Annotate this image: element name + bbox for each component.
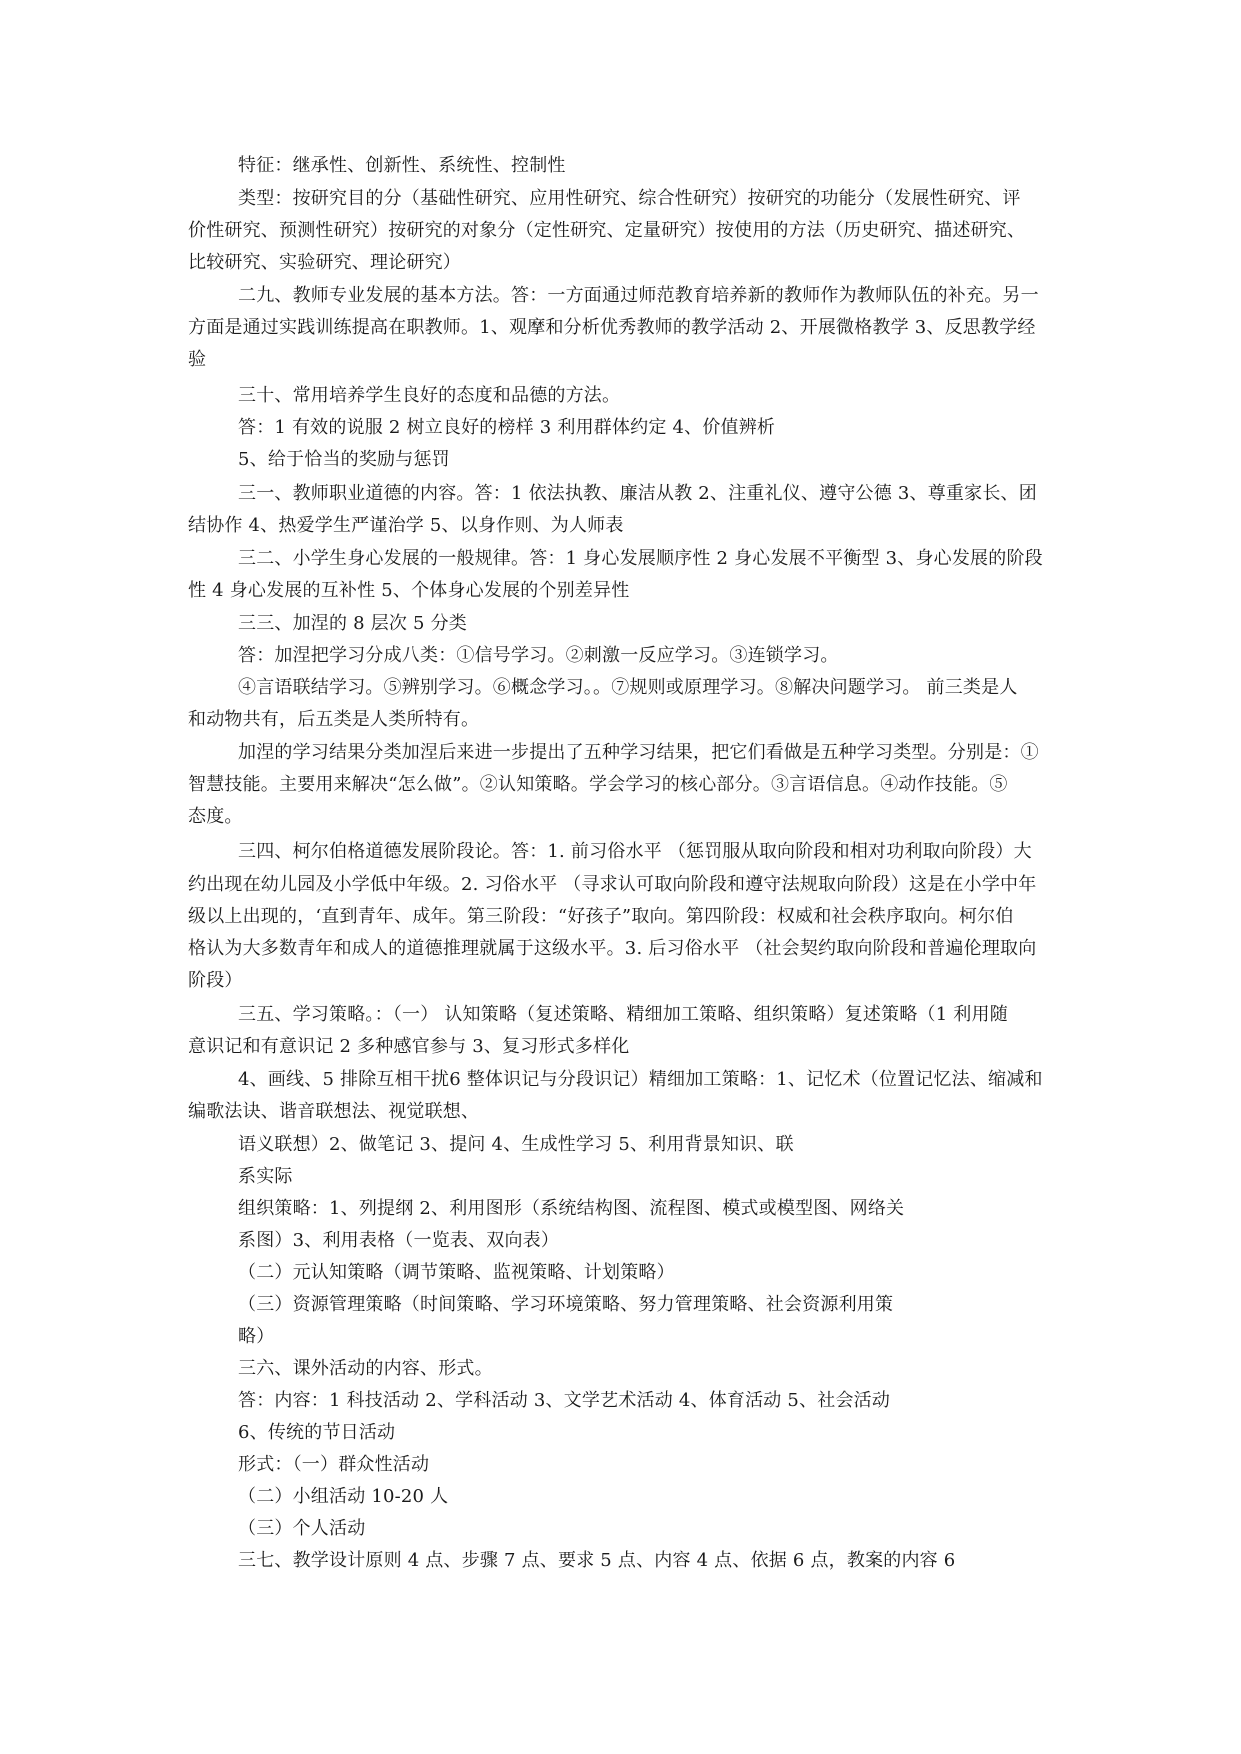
text-line: 意识记和有意识记 2 多种感官参与 3、复习形式多样化	[188, 1036, 630, 1057]
text-line: 三六、课外活动的内容、形式。	[238, 1358, 493, 1379]
text-line: 特征：继承性、创新性、系统性、控制性	[238, 155, 566, 176]
text-line: 验	[188, 349, 207, 370]
text-line: （二）元认知策略（调节策略、监视策略、计划策略）	[238, 1262, 675, 1283]
text-line: 三四、柯尔伯格道德发展阶段论。答：1. 前习俗水平 （惩罚服从取向阶段和相对功利取向阶段）大	[238, 841, 1032, 862]
text-line: 三三、加涅的 8 层次 5 分类	[238, 613, 467, 634]
text-line: 格认为大多数青年和成人的道德推理就属于这级水平。3. 后习俗水平 （社会契约取向阶段和普遍伦理取向	[188, 938, 1037, 959]
text-line: 6、传统的节日活动	[238, 1422, 396, 1443]
text-line: 结协作 4、热爱学生严谨治学 5、以身作则、为人师表	[188, 515, 624, 536]
text-line: 答：加涅把学习分成八类：①信号学习。②刺激一反应学习。③连锁学习。	[238, 645, 839, 666]
text-line: 4、画线、5 排除互相干扰6 整体识记与分段识记）精细加工策略：1、记忆术（位置记忆法、缩减和	[238, 1069, 1043, 1090]
text-line: 比较研究、实验研究、理论研究）	[188, 252, 461, 273]
text-line: 三一、教师职业道德的内容。答：1 依法执教、廉洁从教 2、注重礼仪、遵守公德 3、尊重家长、团	[238, 483, 1037, 504]
text-line: 三五、学习策略。：（一） 认知策略（复述策略、精细加工策略、组织策略）复述策略（1 利用随	[238, 1004, 1008, 1025]
text-line: 性 4 身心发展的互补性 5、个体身心发展的个别差异性	[188, 580, 630, 601]
text-line: 方面是通过实践训练提高在职教师。1、观摩和分析优秀教师的教学活动 2、开展微格教学 3、反思教学经	[188, 317, 1036, 338]
text-line: 类型：按研究目的分（基础性研究、应用性研究、综合性研究）按研究的功能分（发展性研究、评	[238, 188, 1021, 209]
text-line: 级以上出现的，‘直到青年、成年。第三阶段：“好孩子”取向。第四阶段：权威和社会秩序取向。柯尔伯	[188, 906, 1014, 927]
text-line: 系图）3、利用表格（一览表、双向表）	[238, 1230, 560, 1251]
text-line: 约出现在幼儿园及小学低中年级。2. 习俗水平 （寻求认可取向阶段和遵守法规取向阶段）这是在小学中年	[188, 874, 1037, 895]
text-line: 略）	[238, 1326, 275, 1347]
text-line: 阶段）	[188, 970, 243, 991]
text-line: ④言语联结学习。⑤辨别学习。⑥概念学习。。⑦规则或原理学习。⑧解决问题学习。 前三类是人	[238, 677, 1018, 698]
text-line: 加涅的学习结果分类加涅后来进一步提出了五种学习结果，把它们看做是五种学习类型。分别是：①	[238, 742, 1039, 763]
text-line: 5、给于恰当的奖励与惩罚	[238, 449, 450, 470]
text-line: 编歌法诀、谐音联想法、视觉联想、	[188, 1101, 480, 1122]
text-line: 三二、小学生身心发展的一般规律。答：1 身心发展顺序性 2 身心发展不平衡型 3、身心发展的阶段	[238, 548, 1043, 569]
text-line: 组织策略：1、列提纲 2、利用图形（系统结构图、流程图、模式或模型图、网络关	[238, 1198, 905, 1219]
text-line: （三）个人活动	[238, 1518, 366, 1539]
text-line: 形式：（一）群众性活动	[238, 1454, 430, 1475]
text-line: 三十、常用培养学生良好的态度和品德的方法。	[238, 385, 621, 406]
text-line: （三）资源管理策略（时间策略、学习环境策略、努力管理策略、社会资源利用策	[238, 1294, 894, 1315]
text-line: 语义联想）2、做笔记 3、提问 4、生成性学习 5、利用背景知识、联	[238, 1134, 794, 1155]
text-line: 智慧技能。主要用来解决“怎么做”。②认知策略。学会学习的核心部分。③言语信息。④动作技能。⑤	[188, 774, 1008, 795]
text-line: 答：内容：1 科技活动 2、学科活动 3、文学艺术活动 4、体育活动 5、社会活动	[238, 1390, 891, 1411]
text-line: 系实际	[238, 1166, 293, 1187]
text-line: 三七、教学设计原则 4 点、步骤 7 点、要求 5 点、内容 4 点、依据 6 点，教案的内容 6	[238, 1550, 956, 1571]
text-line: 二九、教师专业发展的基本方法。答：一方面通过师范教育培养新的教师作为教师队伍的补充。另一	[238, 285, 1039, 306]
text-line: 态度。	[188, 806, 243, 827]
text-line: 答：1 有效的说服 2 树立良好的榜样 3 利用群体约定 4、价值辨析	[238, 417, 776, 438]
text-line: 和动物共有，后五类是人类所特有。	[188, 709, 480, 730]
text-line: 价性研究、预测性研究）按研究的对象分（定性研究、定量研究）按使用的方法（历史研究、描述研究、	[188, 220, 1026, 241]
text-line: （二）小组活动 10-20 人	[238, 1486, 449, 1507]
